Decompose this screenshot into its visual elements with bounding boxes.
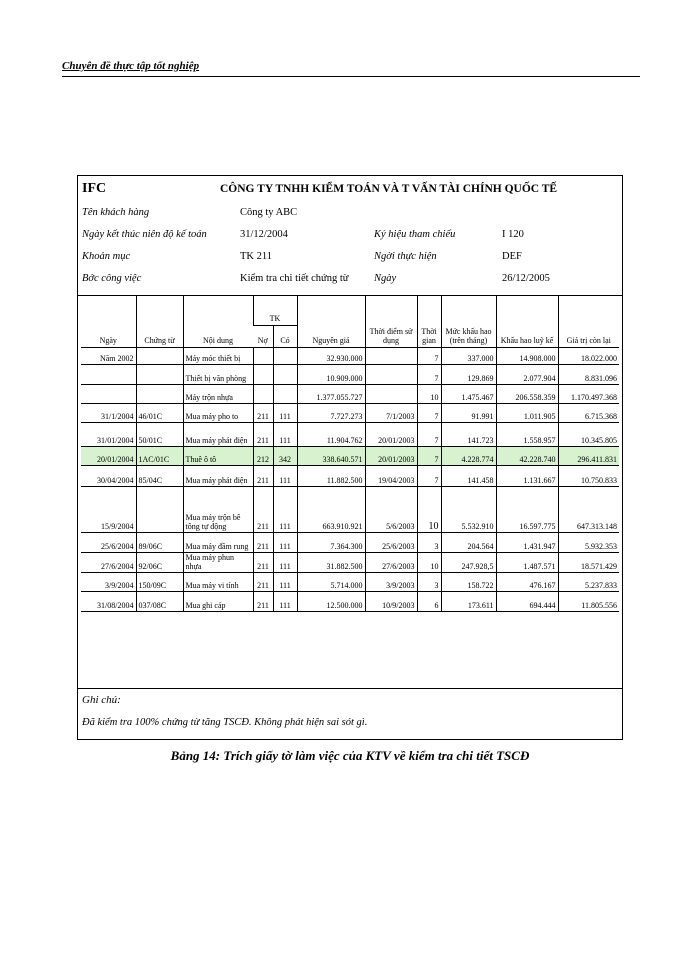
table-row [81, 446, 619, 465]
cell-date: 3/9/2004 [81, 572, 136, 591]
cell-cost: 1.377.055.727 [297, 384, 365, 403]
cell-voucher: 85/04C [136, 465, 183, 486]
cell-residual: 1.170.497.368 [558, 384, 619, 403]
cell-accum-depr: 2.077.904 [496, 364, 558, 384]
reference-label: Ký hiệu tham chiếu [374, 229, 456, 240]
table-row [81, 347, 619, 364]
page-header: Chuyên đề thực tập tốt nghiệp [62, 60, 200, 72]
cell-cost: 11.882.500 [297, 465, 365, 486]
header-rule [62, 76, 640, 77]
cell-accum-depr: 42.228.740 [496, 446, 558, 465]
cell-voucher [136, 486, 183, 532]
cell-cost: 32.930.000 [297, 347, 365, 364]
cell-voucher: 150/09C [136, 572, 183, 591]
cell-in-use: 20/01/2003 [365, 422, 417, 446]
cell-credit: 111 [273, 591, 297, 611]
cell-description: Mua máy trộn bê tông tự động [183, 486, 253, 532]
header-credit: Có [273, 325, 297, 347]
cell-debit: 211 [253, 552, 273, 572]
cell-date: 30/04/2004 [81, 465, 136, 486]
cell-cost: 338.640.571 [297, 446, 365, 465]
date-label: Ngày [374, 273, 397, 284]
asset-table [81, 295, 619, 612]
cell-date: 31/1/2004 [81, 403, 136, 422]
cell-monthly-depr: 247.928,5 [441, 552, 496, 572]
period-end-value: 31/12/2004 [240, 229, 288, 240]
date-value: 26/12/2005 [502, 273, 550, 284]
cell-residual: 18.022.000 [558, 347, 619, 364]
cell-cost: 5.714.000 [297, 572, 365, 591]
cell-date [81, 384, 136, 403]
cell-residual: 5.237.833 [558, 572, 619, 591]
cell-description: Mua máy đầm rung [183, 532, 253, 552]
performer-label: Ngời thực hiện [374, 251, 437, 262]
cell-monthly-depr: 129.869 [441, 364, 496, 384]
table-row [81, 364, 619, 384]
table-row [81, 465, 619, 486]
cell-accum-depr: 1.487.571 [496, 552, 558, 572]
cell-residual: 10.345.805 [558, 422, 619, 446]
cell-cost: 7.727.273 [297, 403, 365, 422]
cell-credit [273, 347, 297, 364]
cell-life: 3 [417, 572, 441, 591]
cell-cost: 10.909.000 [297, 364, 365, 384]
cell-description: Máy móc thiết bị [183, 347, 253, 364]
cell-life: 10 [417, 384, 441, 403]
cell-credit: 111 [273, 465, 297, 486]
cell-residual: 18.571.429 [558, 552, 619, 572]
cell-description: Máy trộn nhựa [183, 384, 253, 403]
header-cost: Nguyên giá [297, 295, 365, 347]
cell-accum-depr: 1.011.905 [496, 403, 558, 422]
cell-description: Mua máy phát điện [183, 465, 253, 486]
firm-code: IFC [82, 181, 107, 196]
cell-in-use: 20/01/2003 [365, 446, 417, 465]
cell-voucher: 1AC/01C [136, 446, 183, 465]
cell-monthly-depr: 337.000 [441, 347, 496, 364]
cell-monthly-depr: 141.723 [441, 422, 496, 446]
cell-monthly-depr: 91.991 [441, 403, 496, 422]
cell-life: 6 [417, 591, 441, 611]
cell-monthly-depr: 173.611 [441, 591, 496, 611]
cell-description: Thuê ô tô [183, 446, 253, 465]
header-life: Thời gian [417, 295, 441, 347]
account-value: TK 211 [240, 251, 272, 262]
performer-value: DEF [502, 251, 522, 262]
cell-residual: 10.750.833 [558, 465, 619, 486]
cell-voucher: 46/01C [136, 403, 183, 422]
cell-life: 10 [417, 552, 441, 572]
account-label: Khoản mục [82, 251, 131, 262]
step-label: Bớc công việc [82, 273, 142, 284]
cell-credit: 111 [273, 422, 297, 446]
cell-in-use: 25/6/2003 [365, 532, 417, 552]
cell-voucher [136, 347, 183, 364]
header-monthly-depr: Mức khấu hao (trên tháng) [441, 295, 496, 347]
cell-voucher: 92/06C [136, 552, 183, 572]
cell-voucher: 50/01C [136, 422, 183, 446]
cell-voucher [136, 364, 183, 384]
table-row [81, 403, 619, 422]
cell-accum-depr: 1.131.667 [496, 465, 558, 486]
notes-label: Ghi chú: [82, 694, 121, 706]
header-debit: Nợ [253, 325, 273, 347]
cell-residual: 6.715.368 [558, 403, 619, 422]
cell-date: Năm 2002 [81, 347, 136, 364]
cell-accum-depr: 694.444 [496, 591, 558, 611]
notes-divider [78, 688, 622, 689]
cell-debit [253, 384, 273, 403]
cell-life: 7 [417, 422, 441, 446]
cell-in-use: 5/6/2003 [365, 486, 417, 532]
header-voucher: Chứng từ [136, 295, 183, 347]
cell-monthly-depr: 141.458 [441, 465, 496, 486]
cell-credit: 111 [273, 532, 297, 552]
cell-residual: 296.411.831 [558, 446, 619, 465]
cell-debit: 211 [253, 465, 273, 486]
cell-debit [253, 347, 273, 364]
cell-in-use [365, 364, 417, 384]
cell-cost: 12.500.000 [297, 591, 365, 611]
cell-credit: 111 [273, 552, 297, 572]
cell-cost: 31.882.500 [297, 552, 365, 572]
cell-accum-depr: 1.558.957 [496, 422, 558, 446]
cell-description: Mua máy vi tính [183, 572, 253, 591]
firm-name: CÔNG TY TNHH KIỂM TOÁN VÀ T VẤN TÀI CHÍNH QUỐC TẾ [220, 183, 558, 195]
cell-debit [253, 364, 273, 384]
cell-cost: 663.910.921 [297, 486, 365, 532]
table-row [81, 384, 619, 403]
cell-description: Mua máy pho to [183, 403, 253, 422]
header-in-use: Thời điểm sử dụng [365, 295, 417, 347]
cell-date: 15/9/2004 [81, 486, 136, 532]
cell-monthly-depr: 1.475.467 [441, 384, 496, 403]
cell-debit: 212 [253, 446, 273, 465]
cell-monthly-depr: 5.532.910 [441, 486, 496, 532]
cell-life: 7 [417, 403, 441, 422]
cell-voucher [136, 384, 183, 403]
cell-debit: 211 [253, 403, 273, 422]
cell-in-use: 19/04/2003 [365, 465, 417, 486]
cell-in-use [365, 347, 417, 364]
table-header-top [81, 295, 619, 325]
cell-debit: 211 [253, 486, 273, 532]
cell-credit: 111 [273, 572, 297, 591]
cell-accum-depr: 16.597.775 [496, 486, 558, 532]
table-row [81, 552, 619, 572]
header-residual: Giá trị còn lại [558, 295, 619, 347]
asset-rows [81, 347, 619, 611]
reference-value: I 120 [502, 229, 524, 240]
cell-description: Thiết bị văn phòng [183, 364, 253, 384]
cell-life: 7 [417, 364, 441, 384]
cell-description: Mua máy phun nhựa [183, 552, 253, 572]
cell-in-use: 7/1/2003 [365, 403, 417, 422]
cell-debit: 211 [253, 572, 273, 591]
cell-monthly-depr: 158.722 [441, 572, 496, 591]
cell-description: Mua máy phát điện [183, 422, 253, 446]
cell-accum-depr: 476.167 [496, 572, 558, 591]
cell-cost: 11.904.762 [297, 422, 365, 446]
cell-date: 20/01/2004 [81, 446, 136, 465]
cell-monthly-depr: 204.564 [441, 532, 496, 552]
cell-date: 31/01/2004 [81, 422, 136, 446]
table-row [81, 532, 619, 552]
table-row [81, 591, 619, 611]
notes-text: Đã kiểm tra 100% chứng từ tăng TSCĐ. Không phát hiện sai sót gì. [82, 717, 368, 728]
cell-in-use: 10/9/2003 [365, 591, 417, 611]
cell-in-use: 3/9/2003 [365, 572, 417, 591]
cell-life: 7 [417, 347, 441, 364]
header-description: Nội dung [183, 295, 253, 347]
cell-date: 31/08/2004 [81, 591, 136, 611]
cell-date [81, 364, 136, 384]
cell-life: 7 [417, 446, 441, 465]
work-paper [77, 175, 623, 740]
cell-credit: 111 [273, 403, 297, 422]
table-row [81, 422, 619, 446]
cell-voucher: 89/06C [136, 532, 183, 552]
cell-residual: 5.932.353 [558, 532, 619, 552]
cell-cost: 7.364.300 [297, 532, 365, 552]
client-label: Tên khách hàng [82, 207, 150, 218]
cell-life: 3 [417, 532, 441, 552]
cell-accum-depr: 14.908.000 [496, 347, 558, 364]
table-row [81, 486, 619, 532]
table-row [81, 572, 619, 591]
cell-accum-depr: 1.431.947 [496, 532, 558, 552]
cell-residual: 11.805.556 [558, 591, 619, 611]
cell-voucher: 037/08C [136, 591, 183, 611]
period-end-label: Ngày kết thúc niên độ kế toán [82, 229, 207, 240]
table-caption: Bảng 14: Trích giấy tờ làm việc của KTV về kiểm tra chi tiết TSCĐ [170, 748, 530, 763]
header-account-group: TK [253, 295, 297, 325]
step-value: Kiểm tra chi tiết chứng từ [240, 273, 349, 284]
cell-date: 27/6/2004 [81, 552, 136, 572]
cell-accum-depr: 206.558.359 [496, 384, 558, 403]
cell-description: Mua ghi cáp [183, 591, 253, 611]
cell-credit [273, 384, 297, 403]
cell-in-use: 27/6/2003 [365, 552, 417, 572]
cell-life: 10 [417, 486, 441, 532]
client-value: Công ty ABC [240, 207, 298, 218]
cell-credit: 342 [273, 446, 297, 465]
cell-debit: 211 [253, 591, 273, 611]
cell-monthly-depr: 4.228.774 [441, 446, 496, 465]
cell-date: 25/6/2004 [81, 532, 136, 552]
cell-credit [273, 364, 297, 384]
cell-credit: 111 [273, 486, 297, 532]
cell-debit: 211 [253, 422, 273, 446]
cell-life: 7 [417, 465, 441, 486]
cell-in-use [365, 384, 417, 403]
header-accum-depr: Khấu hao luỹ kế [496, 295, 558, 347]
header-date: Ngày [81, 295, 136, 347]
cell-residual: 647.313.148 [558, 486, 619, 532]
cell-residual: 8.831.096 [558, 364, 619, 384]
cell-debit: 211 [253, 532, 273, 552]
